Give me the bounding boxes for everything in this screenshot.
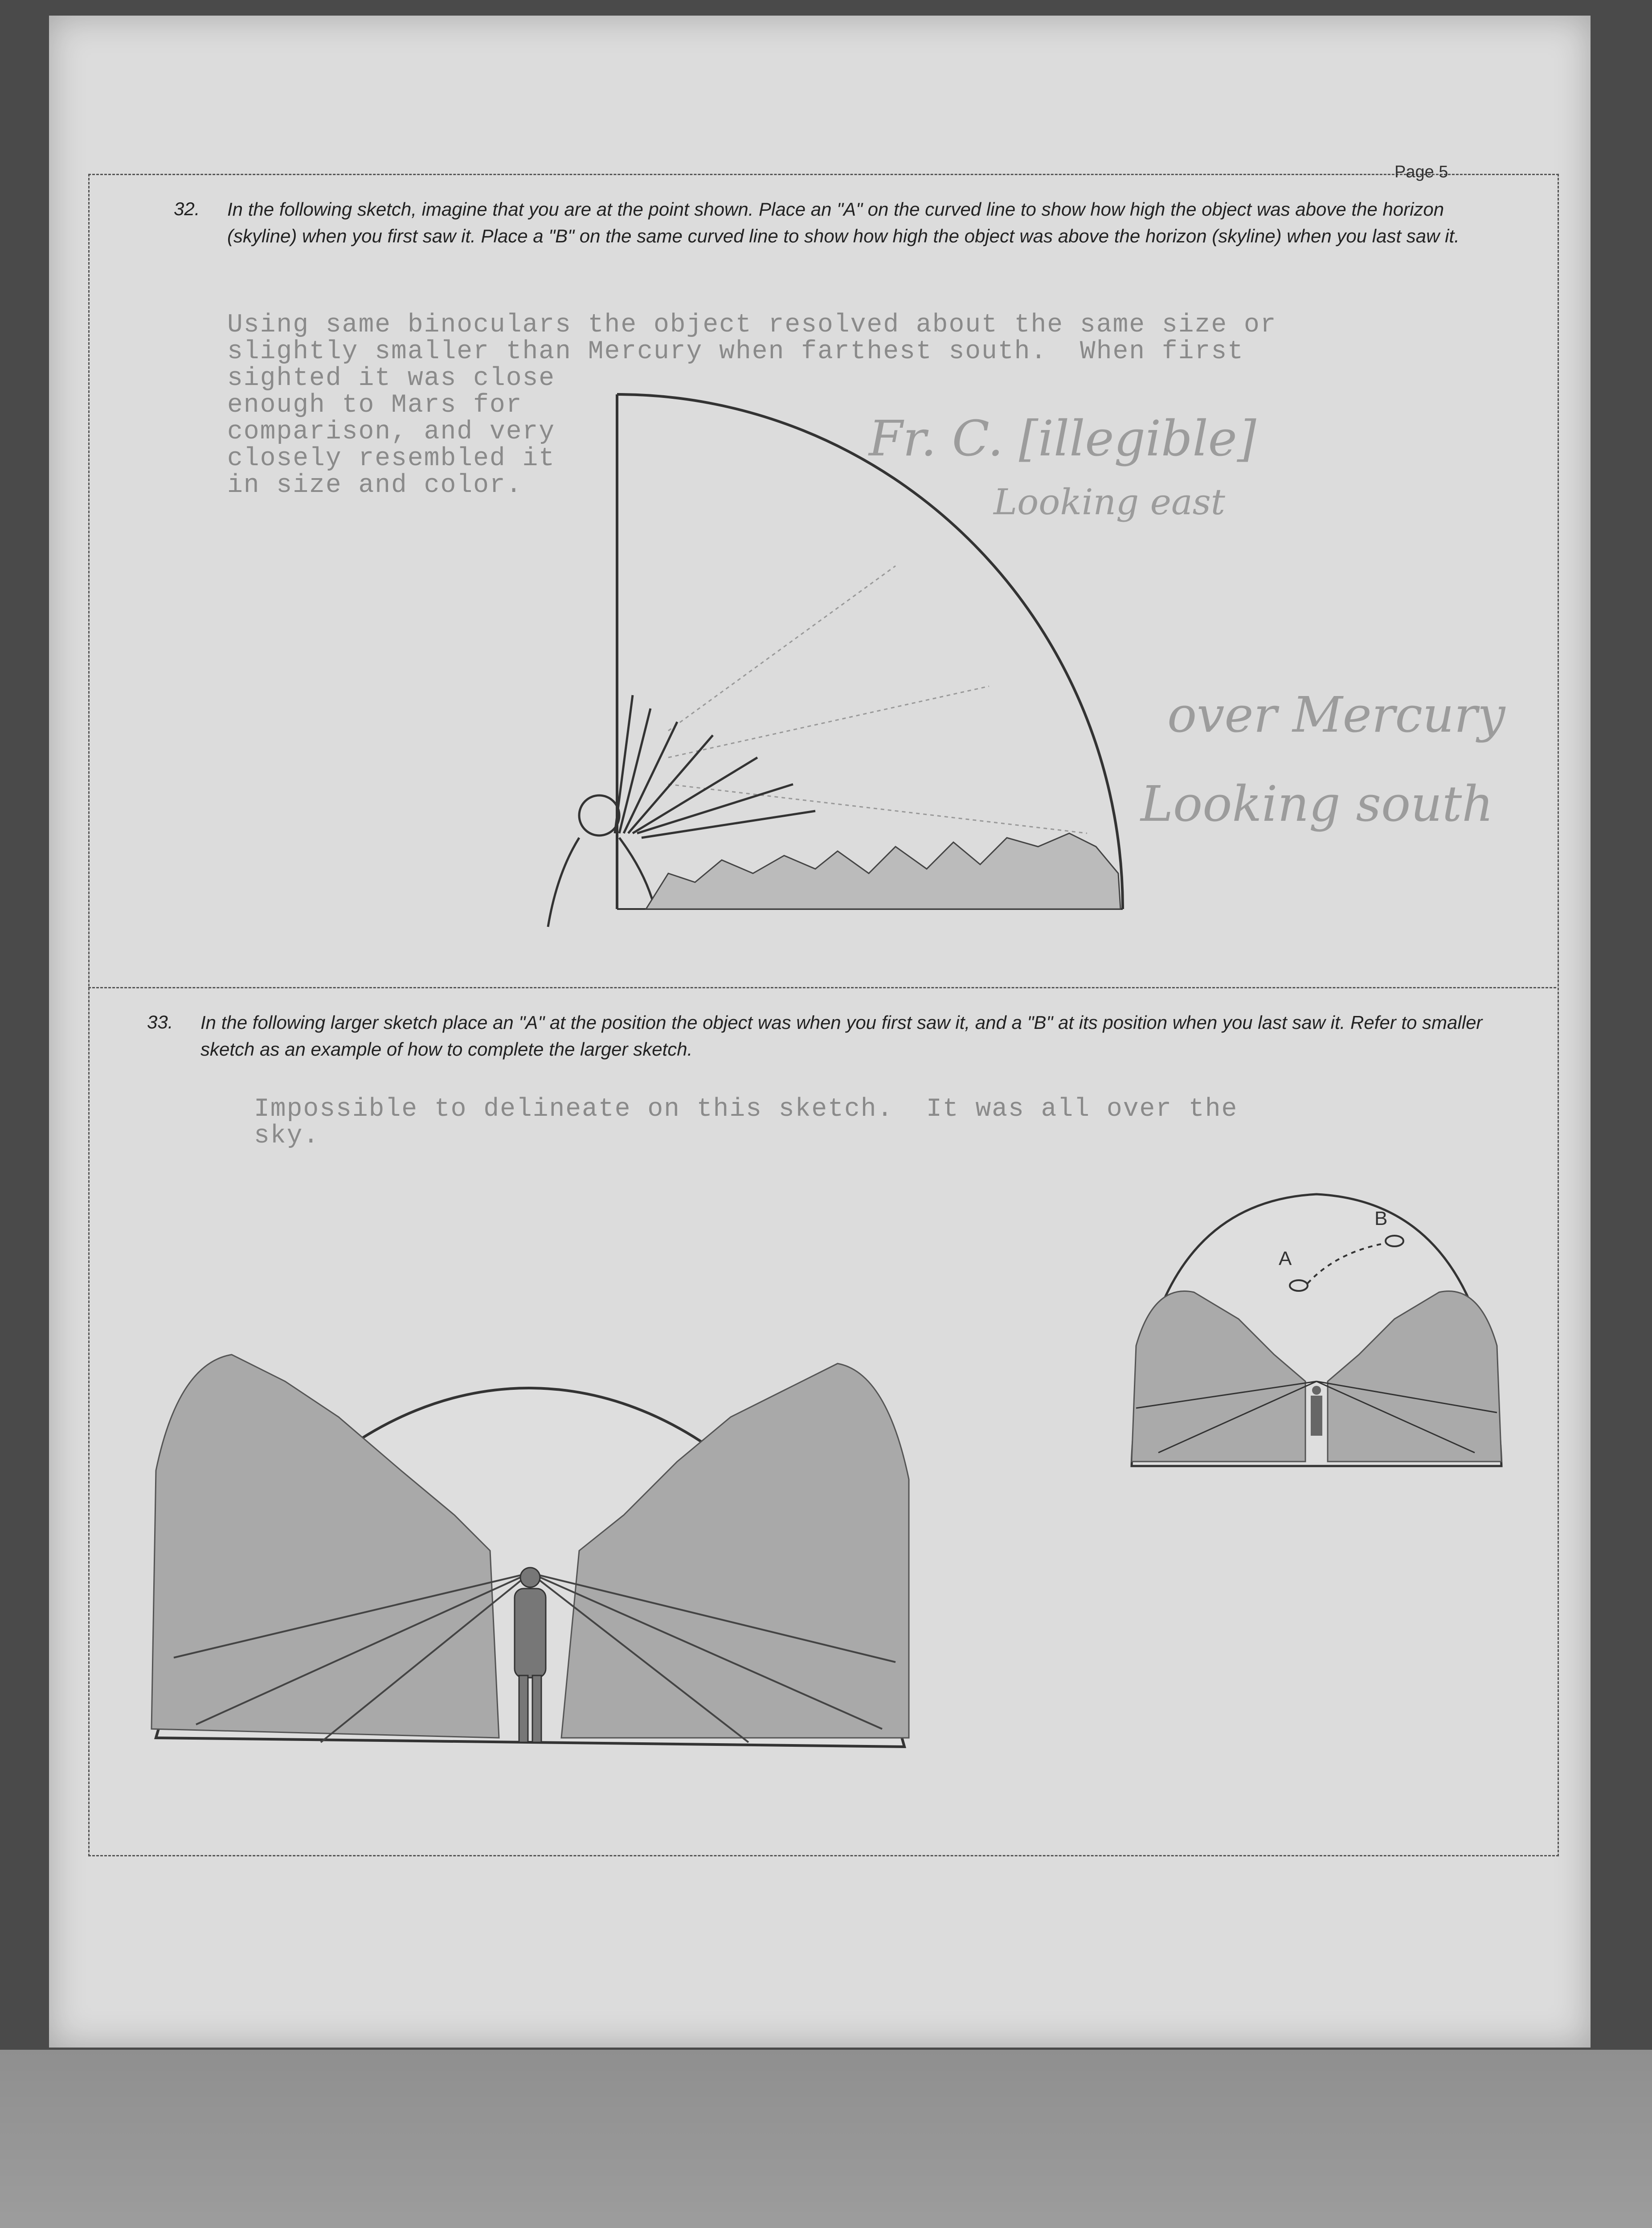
handwritten-note: Fr. C. [illegible] [869, 410, 1256, 467]
q32-sky-arc-sketch [617, 394, 1123, 909]
q33-example-sketch [1132, 1194, 1501, 1466]
question-33-text: In the following larger sketch place an "A" at the position the object was when you first saw it, and a "B" at its position when you last saw it. Refer to smaller sketch as an example of how to complete the larger sketch. [200, 1012, 1483, 1060]
question-32-text: In the following sketch, imagine that you are at the point shown. Place an "A" on the curved line to show how high the object was above the horizon (skyline) when you first saw it. Place a "B" on the same curved line to show how high the object was above the horizon (skyline) when you last saw it. [227, 199, 1460, 246]
handwritten-note: over Mercury [1167, 686, 1505, 743]
typed-line: Impossible to delineate on this sketch. It was all over the [254, 1095, 1238, 1124]
example-label-a: A [1279, 1248, 1292, 1270]
typed-line: Using same binoculars the object resolved about the same size or [227, 311, 1277, 340]
page-number: Page 5 [1394, 163, 1448, 181]
typed-line: closely resembled it [227, 444, 556, 473]
curved-line [617, 394, 1123, 909]
q32-treeline [646, 833, 1120, 909]
example-label-b: B [1374, 1208, 1388, 1229]
typed-line: comparison, and very [227, 418, 556, 446]
question-33-number: 33. [147, 1012, 173, 1032]
typed-line: sky. [254, 1122, 320, 1151]
typed-line: slightly smaller than Mercury when farthest south. When first [227, 337, 1244, 366]
question-32-number: 32. [174, 198, 200, 219]
typed-line: enough to Mars for [227, 391, 523, 420]
q33-large-sketch [151, 1355, 909, 1747]
typed-line: sighted it was close [227, 364, 556, 393]
typed-line: in size and color. [227, 471, 523, 500]
handwritten-note: Looking east [994, 481, 1225, 523]
handwritten-note: Looking south [1141, 775, 1494, 832]
